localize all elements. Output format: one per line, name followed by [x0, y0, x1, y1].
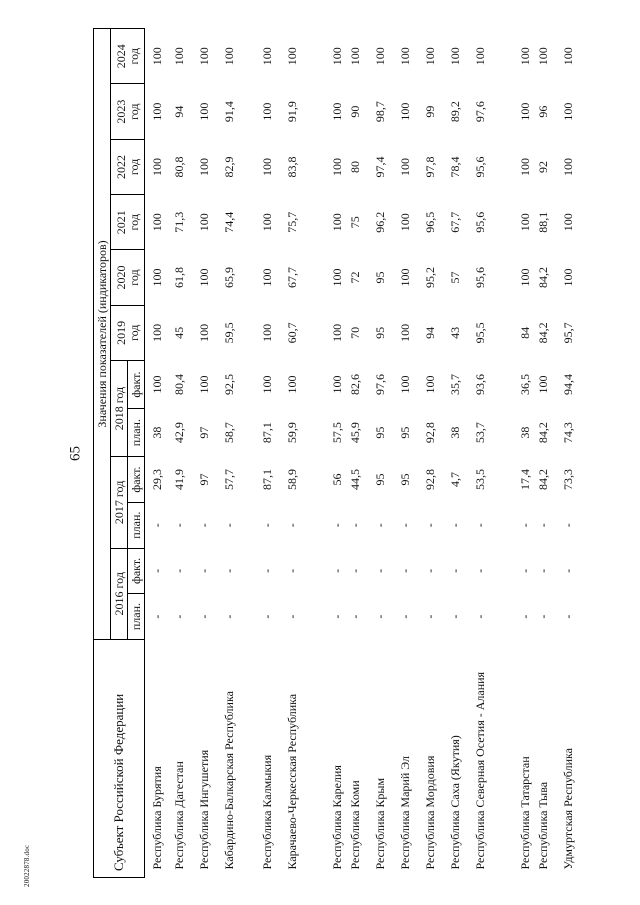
- value-cell: 90: [347, 105, 362, 118]
- value-cell: -: [397, 523, 412, 528]
- value-cell: 73,3: [560, 469, 575, 491]
- value-cell: 84,2: [535, 422, 550, 444]
- value-cell: 100: [196, 47, 211, 66]
- value-cell: 44,5: [347, 469, 362, 491]
- value-cell: 96,5: [422, 211, 437, 233]
- plan-2017-header: план.: [128, 502, 145, 548]
- table-body: [145, 29, 584, 878]
- value-cell: 84,2: [535, 267, 550, 289]
- value-cell: 100: [517, 102, 532, 121]
- value-cell: 83,8: [284, 156, 299, 178]
- value-cell: 82,9: [221, 156, 236, 178]
- value-cell: 100: [259, 213, 274, 232]
- value-cell: 100: [329, 47, 344, 66]
- value-cell: -: [150, 568, 164, 573]
- value-cell: 42,9: [171, 422, 186, 444]
- subject-cell: Республика Коми: [347, 780, 362, 870]
- value-cell: -: [221, 523, 236, 528]
- table-row: [346, 29, 371, 878]
- value-cell: -: [171, 614, 186, 619]
- value-cell: 97,6: [372, 374, 387, 396]
- value-cell: 100: [560, 47, 575, 66]
- value-cell: -: [447, 614, 462, 619]
- value-cell: 100: [196, 375, 211, 394]
- value-cell: 100: [150, 375, 164, 394]
- table-row: [220, 29, 258, 878]
- value-cell: 57,7: [221, 469, 236, 491]
- subject-cell: Республика Дагестан: [171, 761, 186, 870]
- value-cell: 78,4: [447, 156, 462, 178]
- value-cell: 53,5: [472, 469, 487, 491]
- value-cell: 100: [329, 268, 344, 287]
- subject-cell: Удмуртская Республика: [560, 748, 575, 870]
- value-cell: 100: [397, 157, 412, 176]
- value-cell: -: [372, 523, 387, 528]
- value-cell: 43: [447, 326, 462, 339]
- value-cell: -: [150, 523, 164, 528]
- value-cell: 100: [560, 157, 575, 176]
- value-cell: 100: [372, 47, 387, 66]
- value-cell: -: [284, 614, 299, 619]
- value-cell: 100: [397, 102, 412, 121]
- value-cell: 100: [150, 47, 164, 66]
- plan-2016-header: план.: [128, 594, 145, 640]
- fact-2017-header: факт.: [128, 457, 145, 503]
- value-cell: 100: [517, 268, 532, 287]
- value-cell: 100: [259, 102, 274, 121]
- value-cell: 100: [259, 47, 274, 66]
- value-cell: 100: [329, 375, 344, 394]
- value-cell: 97: [196, 473, 211, 486]
- subject-column-header: Субъект Российской Федерации: [94, 639, 145, 877]
- value-cell: 100: [347, 47, 362, 66]
- value-cell: 95: [372, 326, 387, 339]
- value-cell: -: [447, 568, 462, 573]
- value-cell: 100: [422, 47, 437, 66]
- document-footer-id: 20022878.doc: [23, 844, 31, 887]
- value-cell: -: [221, 614, 236, 619]
- value-cell: 61,8: [171, 267, 186, 289]
- table-row: [396, 29, 421, 878]
- value-cell: 95,2: [422, 267, 437, 289]
- year-2024-header: 2024 год: [111, 29, 145, 85]
- value-cell: -: [171, 523, 186, 528]
- subject-cell: Республика Мордовия: [422, 755, 437, 870]
- subject-cell: Республика Крым: [372, 777, 387, 870]
- subject-cell: Республика Калмыкия: [259, 754, 274, 870]
- value-cell: -: [422, 523, 437, 528]
- value-cell: 95,7: [560, 322, 575, 344]
- year-2021-header: 2021 год: [111, 195, 145, 250]
- value-cell: 75: [347, 216, 362, 229]
- value-cell: 100: [329, 102, 344, 121]
- value-cell: -: [397, 568, 412, 573]
- value-cell: 57,5: [329, 422, 344, 444]
- value-cell: 95,6: [472, 156, 487, 178]
- value-cell: 100: [329, 157, 344, 176]
- subject-cell: Республика Карелия: [329, 765, 344, 870]
- value-cell: 60,7: [284, 322, 299, 344]
- value-cell: 100: [196, 268, 211, 287]
- value-cell: 100: [397, 268, 412, 287]
- table-row: [446, 29, 471, 878]
- value-cell: 97: [196, 426, 211, 439]
- value-cell: 100: [517, 213, 532, 232]
- value-cell: 100: [284, 375, 299, 394]
- value-cell: 100: [517, 47, 532, 66]
- value-cell: 38: [517, 426, 532, 439]
- value-cell: 95: [397, 426, 412, 439]
- subject-cell: Республика Саха (Якутия): [447, 735, 462, 870]
- value-cell: -: [372, 568, 387, 573]
- value-cell: 100: [397, 213, 412, 232]
- value-cell: 95: [372, 271, 387, 284]
- subject-cell: Республика Тыва: [535, 781, 550, 870]
- value-cell: 75,7: [284, 211, 299, 233]
- value-cell: 91,9: [284, 101, 299, 123]
- subject-cell: Республика Бурятия: [150, 766, 164, 870]
- fact-2016-header: факт.: [128, 548, 145, 594]
- year-2016-header: 2016 год: [111, 548, 128, 639]
- value-cell: 100: [196, 102, 211, 121]
- year-2020-header: 2020 год: [111, 250, 145, 305]
- value-cell: 67,7: [284, 267, 299, 289]
- value-cell: 65,9: [221, 267, 236, 289]
- value-cell: 100: [221, 47, 236, 66]
- value-cell: -: [171, 568, 186, 573]
- value-cell: 100: [196, 323, 211, 342]
- value-cell: 92,8: [422, 469, 437, 491]
- value-cell: -: [347, 568, 362, 573]
- value-cell: -: [284, 568, 299, 573]
- table-row: [170, 29, 195, 878]
- value-cell: -: [329, 614, 344, 619]
- indicator-values-header: Значения показателей (индикаторов): [94, 29, 111, 640]
- value-cell: 100: [284, 47, 299, 66]
- value-cell: -: [329, 523, 344, 528]
- value-cell: -: [472, 614, 487, 619]
- table-row: [283, 29, 321, 878]
- value-cell: 95,5: [472, 322, 487, 344]
- table-row: [321, 29, 346, 878]
- value-cell: 100: [150, 157, 164, 176]
- table-row: [471, 29, 509, 878]
- value-cell: 100: [422, 375, 437, 394]
- value-cell: -: [560, 568, 575, 573]
- value-cell: 100: [171, 47, 186, 66]
- value-cell: 67,7: [447, 211, 462, 233]
- value-cell: 99: [422, 105, 437, 118]
- value-cell: -: [259, 614, 274, 619]
- value-cell: 100: [329, 323, 344, 342]
- value-cell: 92,5: [221, 374, 236, 396]
- value-cell: 72: [347, 271, 362, 284]
- value-cell: 45: [171, 326, 186, 339]
- value-cell: 58,7: [221, 422, 236, 444]
- value-cell: 100: [259, 157, 274, 176]
- page-number: 65: [67, 446, 84, 461]
- value-cell: 95: [372, 473, 387, 486]
- value-cell: 100: [259, 268, 274, 287]
- value-cell: 100: [535, 375, 550, 394]
- value-cell: 95: [397, 473, 412, 486]
- table-row: [195, 29, 220, 878]
- table-row: [509, 29, 534, 878]
- value-cell: 100: [329, 213, 344, 232]
- value-cell: 100: [259, 375, 274, 394]
- value-cell: -: [347, 523, 362, 528]
- value-cell: 59,5: [221, 322, 236, 344]
- value-cell: 29,3: [150, 469, 164, 491]
- value-cell: -: [535, 614, 550, 619]
- fact-2018-header: факт.: [128, 360, 145, 408]
- value-cell: 100: [472, 47, 487, 66]
- value-cell: 94: [422, 326, 437, 339]
- value-cell: -: [560, 614, 575, 619]
- value-cell: -: [196, 614, 211, 619]
- plan-2018-header: план.: [128, 409, 145, 457]
- year-2018-header: 2018 год: [111, 360, 128, 456]
- value-cell: -: [535, 523, 550, 528]
- subject-cell: Республика Марий Эл: [397, 755, 412, 870]
- value-cell: 57: [447, 271, 462, 284]
- table-row: [559, 29, 584, 878]
- value-cell: 80: [347, 160, 362, 173]
- value-cell: 45,9: [347, 422, 362, 444]
- value-cell: 100: [196, 213, 211, 232]
- value-cell: 35,7: [447, 374, 462, 396]
- value-cell: 100: [560, 102, 575, 121]
- value-cell: -: [472, 523, 487, 528]
- value-cell: 94,4: [560, 374, 575, 396]
- subject-cell: Республика Северная Осетия - Алания: [472, 671, 487, 870]
- value-cell: 100: [150, 268, 164, 287]
- value-cell: 97,6: [472, 101, 487, 123]
- value-cell: 100: [196, 157, 211, 176]
- value-cell: 96,2: [372, 211, 387, 233]
- value-cell: 41,9: [171, 469, 186, 491]
- value-cell: 53,7: [472, 422, 487, 444]
- table-row: [421, 29, 446, 878]
- value-cell: -: [329, 568, 344, 573]
- value-cell: 58,9: [284, 469, 299, 491]
- value-cell: 100: [447, 47, 462, 66]
- value-cell: -: [221, 568, 236, 573]
- value-cell: 100: [150, 213, 164, 232]
- value-cell: 80,8: [171, 156, 186, 178]
- value-cell: -: [472, 568, 487, 573]
- subject-cell: Республика Ингушетия: [196, 749, 211, 870]
- value-cell: -: [347, 614, 362, 619]
- value-cell: 91,4: [221, 101, 236, 123]
- rotated-table-container: [93, 28, 613, 878]
- table-row: [145, 29, 170, 878]
- value-cell: 74,3: [560, 422, 575, 444]
- value-cell: 89,2: [447, 101, 462, 123]
- value-cell: -: [517, 568, 532, 573]
- value-cell: 100: [397, 375, 412, 394]
- value-cell: 38: [150, 426, 164, 439]
- value-cell: 59,9: [284, 422, 299, 444]
- value-cell: -: [422, 568, 437, 573]
- subject-cell: Республика Татарстан: [517, 756, 532, 870]
- value-cell: 97,8: [422, 156, 437, 178]
- value-cell: 71,3: [171, 211, 186, 233]
- year-2023-header: 2023 год: [111, 84, 145, 139]
- subject-cell: Карачаево-Черкесская Республика: [284, 693, 299, 870]
- value-cell: 96: [535, 105, 550, 118]
- year-2022-header: 2022 год: [111, 139, 145, 194]
- value-cell: 97,4: [372, 156, 387, 178]
- value-cell: 95,6: [472, 267, 487, 289]
- value-cell: 94: [171, 105, 186, 118]
- value-cell: 84: [517, 326, 532, 339]
- value-cell: 100: [150, 102, 164, 121]
- value-cell: 92: [535, 160, 550, 173]
- subject-cell: Кабардино-Балкарская Республика: [221, 691, 236, 870]
- value-cell: 92,8: [422, 422, 437, 444]
- value-cell: 56: [329, 473, 344, 486]
- value-cell: 70: [347, 326, 362, 339]
- value-cell: 100: [259, 323, 274, 342]
- value-cell: -: [560, 523, 575, 528]
- value-cell: 100: [517, 157, 532, 176]
- value-cell: 100: [397, 47, 412, 66]
- value-cell: 100: [150, 323, 164, 342]
- value-cell: -: [422, 614, 437, 619]
- year-2017-header: 2017 год: [111, 457, 128, 548]
- table-row: [371, 29, 396, 878]
- value-cell: 82,6: [347, 374, 362, 396]
- value-cell: -: [259, 568, 274, 573]
- value-cell: -: [397, 614, 412, 619]
- value-cell: 98,7: [372, 101, 387, 123]
- value-cell: 100: [560, 268, 575, 287]
- value-cell: -: [372, 614, 387, 619]
- value-cell: -: [447, 523, 462, 528]
- value-cell: 36,5: [517, 374, 532, 396]
- year-2019-header: 2019 год: [111, 305, 145, 360]
- value-cell: -: [517, 523, 532, 528]
- value-cell: 95,6: [472, 211, 487, 233]
- value-cell: 95: [372, 426, 387, 439]
- value-cell: -: [196, 523, 211, 528]
- value-cell: -: [259, 523, 274, 528]
- value-cell: 84,2: [535, 469, 550, 491]
- value-cell: 100: [397, 323, 412, 342]
- table-header: [94, 29, 145, 878]
- value-cell: 100: [535, 47, 550, 66]
- value-cell: 93,6: [472, 374, 487, 396]
- value-cell: 38: [447, 426, 462, 439]
- value-cell: -: [284, 523, 299, 528]
- value-cell: -: [535, 568, 550, 573]
- value-cell: 87,1: [259, 469, 274, 491]
- value-cell: 84,2: [535, 322, 550, 344]
- table-row: [258, 29, 283, 878]
- table-row: [534, 29, 559, 878]
- value-cell: 74,4: [221, 211, 236, 233]
- value-cell: 80,4: [171, 374, 186, 396]
- indicators-table: [93, 28, 584, 878]
- value-cell: 100: [560, 213, 575, 232]
- value-cell: 87,1: [259, 422, 274, 444]
- value-cell: 88,1: [535, 211, 550, 233]
- value-cell: -: [517, 614, 532, 619]
- value-cell: -: [150, 614, 164, 619]
- value-cell: -: [196, 568, 211, 573]
- value-cell: 4,7: [447, 472, 462, 488]
- value-cell: 17,4: [517, 469, 532, 491]
